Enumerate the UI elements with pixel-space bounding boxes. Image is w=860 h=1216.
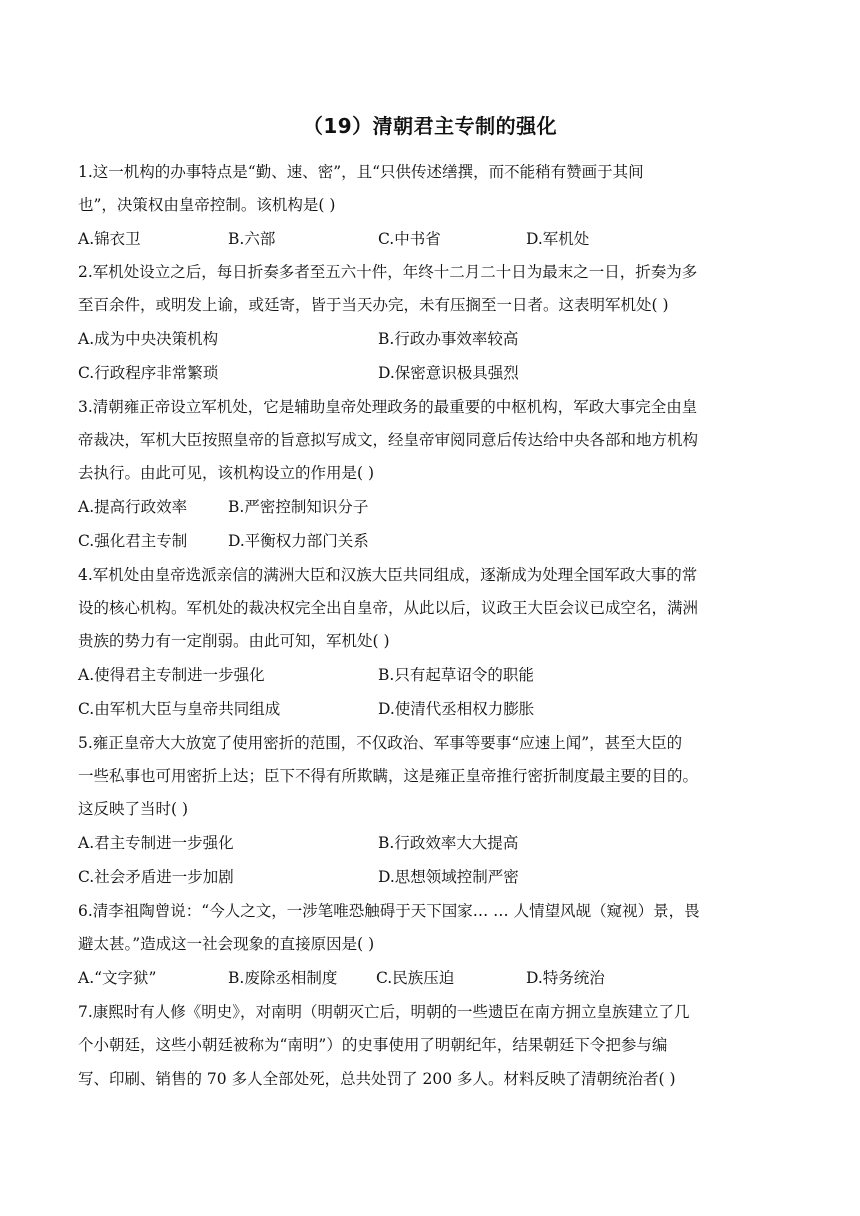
question-5-option-c[interactable]: C.社会矛盾进一步加剧: [78, 868, 234, 886]
question-6-option-d[interactable]: D.特务统治: [526, 969, 605, 987]
question-3-option-b[interactable]: B.严密控制知识分子: [228, 498, 369, 516]
question-3-stem-line-3: 去执行。由此可见，该机构设立的作用是( ): [78, 464, 375, 482]
question-5-stem-line-3: 这反映了当时( ): [78, 800, 189, 818]
question-1-stem-line-2: 也”，决策权由皇帝控制。该机构是( ): [78, 196, 336, 214]
question-1-option-a[interactable]: A.锦衣卫: [78, 230, 141, 248]
question-6-stem-line-2: 避太甚。”造成这一社会现象的直接原因是( ): [78, 935, 375, 953]
question-6-option-b[interactable]: B.废除丞相制度: [228, 969, 338, 987]
question-2-option-d[interactable]: D.保密意识极具强烈: [378, 364, 519, 382]
question-2-option-a[interactable]: A.成为中央决策机构: [78, 330, 219, 348]
question-1-stem-line-1: 1.这一机构的办事特点是“勤、速、密”，且“只供传述缮撰，而不能稍有赞画于其间: [78, 163, 644, 181]
question-2-stem-line-1: 2.军机处设立之后，每日折奏多者至五六十件，年终十二月二十日为最末之一日，折奏为多: [78, 263, 698, 281]
question-6-stem-line-1: 6.清李祖陶曾说：“今人之文，一涉笔唯恐触碍于天下国家… … 人情望风觇（窥视）景，畏: [78, 902, 700, 920]
question-3-stem-line-1: 3.清朝雍正帝设立军机处，它是辅助皇帝处理政务的最重要的中枢机构，军政大事完全由皇: [78, 398, 698, 416]
question-4-option-c[interactable]: C.由军机大臣与皇帝共同组成: [78, 700, 281, 718]
question-7-stem-line-3: 写、印刷、销售的 70 多人全部处死，总共处罚了 200 多人。材料反映了清朝统治者( ): [78, 1070, 676, 1088]
question-3-stem-line-2: 帝裁决，军机大臣按照皇帝的旨意拟写成文，经皇帝审阅同意后传达给中央各部和地方机构: [78, 431, 699, 449]
question-6-option-a[interactable]: A.“文字狱”: [78, 969, 157, 987]
question-2-stem-line-2: 至百余件，或明发上谕，或廷寄，皆于当天办完，未有压搁至一日者。这表明军机处( ): [78, 296, 669, 314]
question-4-option-d[interactable]: D.使清代丞相权力膨胀: [378, 700, 535, 718]
question-5-option-b[interactable]: B.行政效率大大提高: [378, 834, 519, 852]
question-3-option-d[interactable]: D.平衡权力部门关系: [228, 532, 369, 550]
question-3-option-a[interactable]: A.提高行政效率: [78, 498, 188, 516]
question-1-option-d[interactable]: D.军机处: [526, 230, 590, 248]
page-title: （19）清朝君主专制的强化: [302, 114, 558, 138]
question-7-stem-line-1: 7.康熙时有人修《明史》，对南明（明朝灭亡后，明朝的一些遗臣在南方拥立皇族建立了几: [78, 1003, 690, 1021]
question-1-option-c[interactable]: C.中书省: [378, 230, 441, 248]
question-2-option-c[interactable]: C.行政程序非常繁琐: [78, 364, 219, 382]
question-3-option-c[interactable]: C.强化君主专制: [78, 532, 188, 550]
question-7-stem-line-2: 个小朝廷，这些小朝廷被称为“南明”）的史事使用了明朝纪年，结果朝廷下令把参与编: [78, 1036, 668, 1054]
question-5-stem-line-1: 5.雍正皇帝大大放宽了使用密折的范围，不仅政治、军事等要事“应速上闻”，甚至大臣的: [78, 734, 683, 752]
question-6-option-c[interactable]: C.民族压迫: [376, 969, 455, 987]
question-5-option-a[interactable]: A.君主专制进一步强化: [78, 834, 234, 852]
question-4-stem-line-1: 4.军机处由皇帝选派亲信的满洲大臣和汉族大臣共同组成，逐渐成为处理全国军政大事的常: [78, 566, 698, 584]
question-5-stem-line-2: 一些私事也可用密折上达；臣下不得有所欺瞒，这是雍正皇帝推行密折制度最主要的目的。: [78, 767, 699, 785]
question-1-option-b[interactable]: B.六部: [228, 230, 276, 248]
question-5-option-d[interactable]: D.思想领域控制严密: [378, 868, 519, 886]
question-4-option-b[interactable]: B.只有起草诏令的职能: [378, 666, 534, 684]
question-2-option-b[interactable]: B.行政办事效率较高: [378, 330, 519, 348]
question-4-stem-line-2: 设的核心机构。军机处的裁决权完全出自皇帝，从此以后，议政王大臣会议已成空名，满洲: [78, 599, 699, 617]
question-4-stem-line-3: 贵族的势力有一定削弱。由此可知，军机处( ): [78, 632, 390, 650]
question-4-option-a[interactable]: A.使得君主专制进一步强化: [78, 666, 265, 684]
